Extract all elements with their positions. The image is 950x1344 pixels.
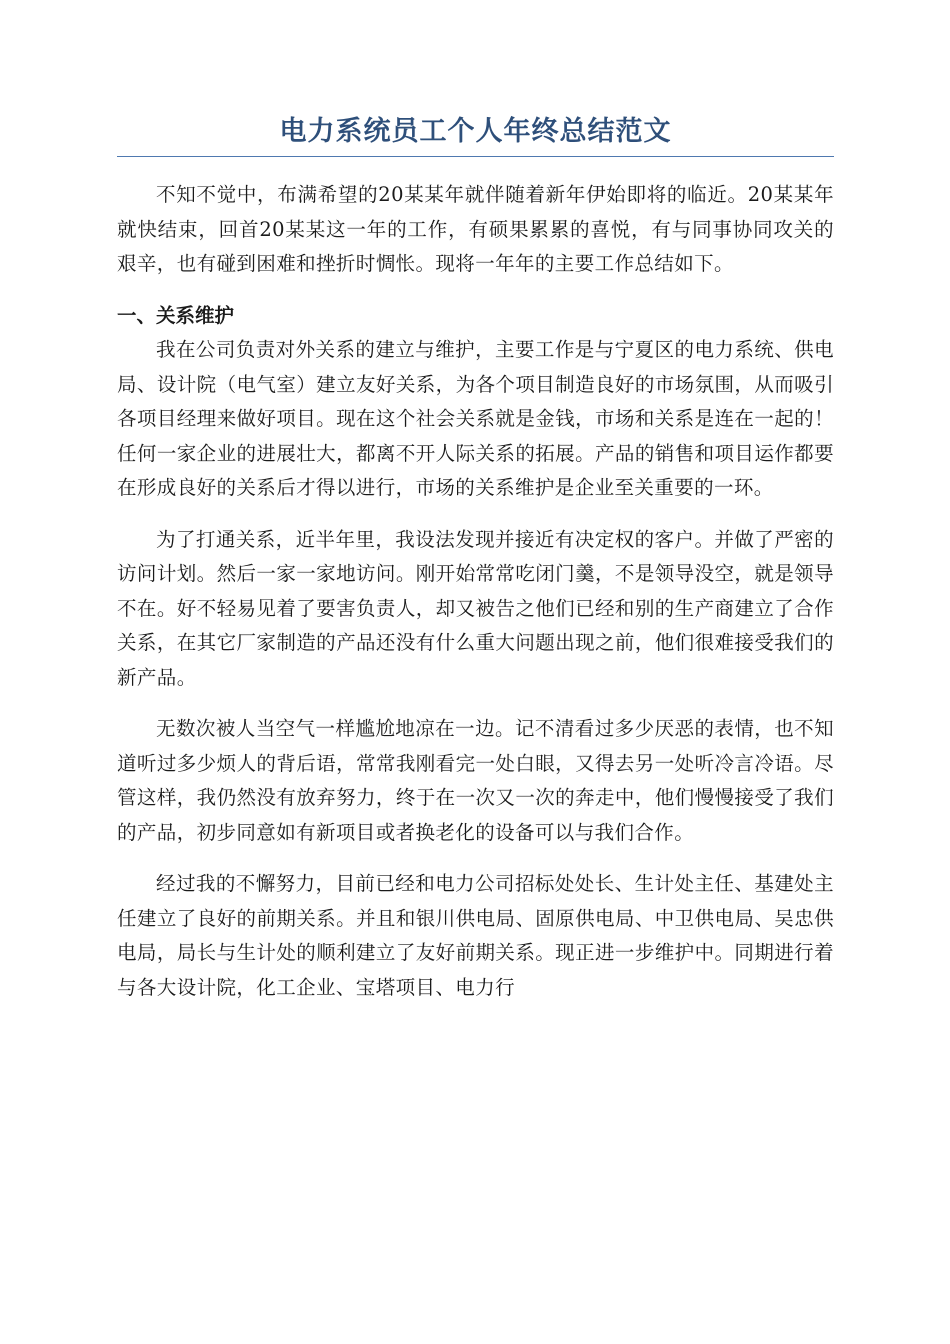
document-page (117, 110, 834, 1005)
body-paragraph: 无数次被人当空气一样尴尬地凉在一边。记不清看过多少厌恶的表情，也不知道听过多少烦人的背后语，常常我刚看完一处白眼，又得去另一处听冷言冷语。尽管这样，我仍然没有放弃努力，终于在一次又一次的奔走中，他们慢慢接受了我们的产品，初步同意如有新项目或者换老化的设备可以与我们合作。 (117, 717, 834, 844)
intro-paragraph: 不知不觉中，布满希望的20某某年就伴随着新年伊始即将的临近。20某某年就快结束，回首20某某这一年的工作，有硕果累累的喜悦，有与同事协同攻关的艰辛，也有碰到困难和挫折时惆怅。现将一年年的主要工作总结如下。 (117, 183, 834, 275)
body-paragraph: 为了打通关系，近半年里，我设法发现并接近有决定权的客户。并做了严密的访问计划。然后一家一家地访问。刚开始常常吃闭门羹，不是领导没空，就是领导不在。好不轻易见着了要害负责人，却又被告之他们已经和别的生产商建立了合作关系，在其它厂家制造的产品还没有什么重大问题出现之前，他们很难接受我们的新产品。 (117, 527, 834, 689)
body-paragraph: 经过我的不懈努力，目前已经和电力公司招标处处长、生计处主任、基建处主任建立了良好的前期关系。并且和银川供电局、固原供电局、中卫供电局、吴忠供电局，局长与生计处的顺利建立了友好前期关系。现正进一步维护中。同期进行着与各大设计院，化工企业、宝塔项目、电力行 (117, 872, 834, 999)
document-title: 电力系统员工个人年终总结范文 (117, 110, 834, 157)
body-paragraph: 我在公司负责对外关系的建立与维护，主要工作是与宁夏区的电力系统、供电局、设计院（电气室）建立友好关系，为各个项目制造良好的市场氛围，从而吸引各项目经理来做好项目。现在这个社会关系就是金钱，市场和关系是连在一起的！任何一家企业的进展壮大，都离不开人际关系的拓展。产品的销售和项目运作都要在形成良好的关系后才得以进行，市场的关系维护是企业至关重要的一环。 (117, 338, 834, 499)
section-heading: 一、关系维护 (117, 303, 235, 327)
